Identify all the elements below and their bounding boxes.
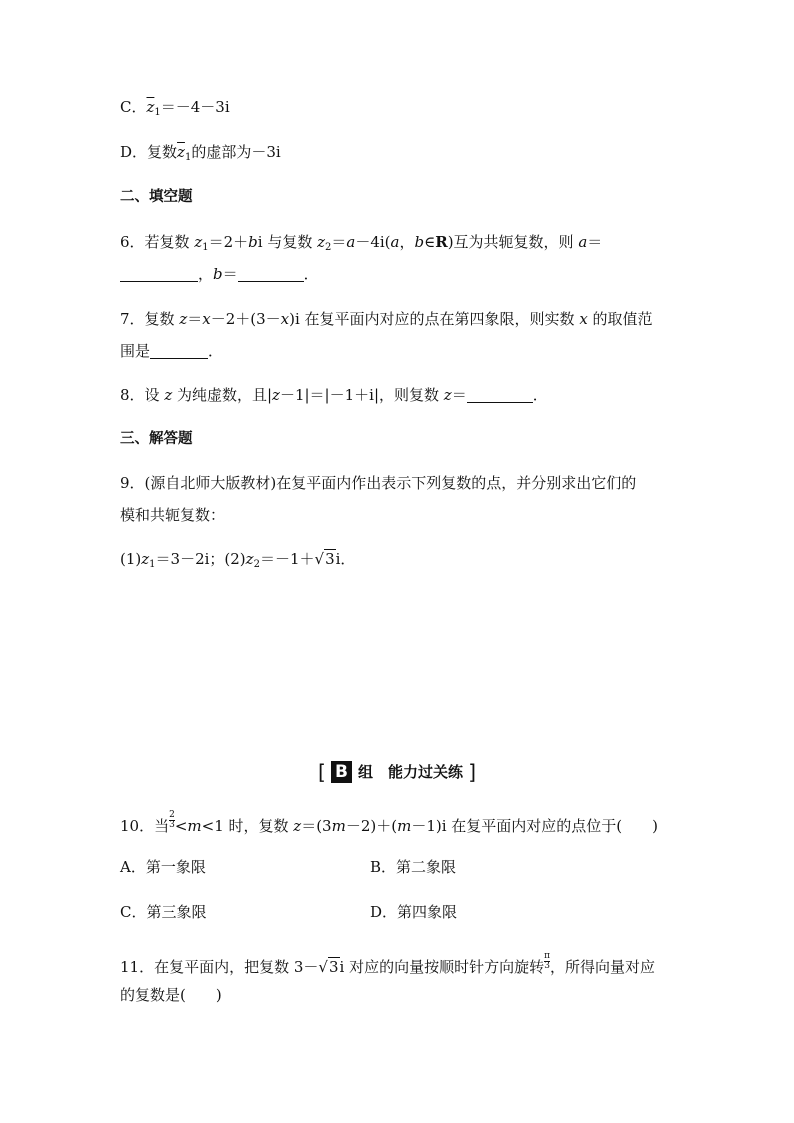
- option-c: C．$\overline{z}_1=-4-3i$: [120, 98, 230, 118]
- section-fill-in-heading: 二、填空题: [120, 189, 193, 205]
- question-7-line-1: 7．复数 z＝x－2＋(3－x)i 在复平面内对应的点在第四象限，则实数 x 的取值范: [120, 310, 653, 328]
- answer-blank-q7[interactable]: [150, 344, 208, 359]
- question-9-line-3: $(1)z_1=3-2i$；$(2)z_2=-1+√3i$．: [120, 550, 356, 570]
- question-6-line-2: ，b＝ ．: [120, 264, 319, 284]
- section-solution-heading: 三、解答题: [120, 431, 193, 447]
- question-11-line-1: 11．在复平面内，把复数 3－√3i 对应的向量按顺时针方向旋转 $\frac{\pi}{3}$ ，所得向量对应: [120, 951, 656, 976]
- question-10: 10．当 $\frac{2}{3}$ <m<1 时，复数 z＝(3m－2)＋(m－1)i 在复平面内对应的点位于( ): [120, 810, 658, 835]
- answer-blank-b[interactable]: [238, 267, 304, 282]
- option-a[interactable]: A．第一象限: [120, 858, 206, 876]
- question-9-line-2: 模和共轭复数：: [120, 506, 226, 524]
- option-b[interactable]: B．第二象限: [370, 858, 457, 876]
- option-d: D．复数$\overline{z}_1$的虚部为－3i: [120, 143, 281, 163]
- question-6-line-1: 6．若复数 $z_1=2+bi$ 与复数 $z_2=a-4i(a$，b∈R)互为共轭复数，则 a＝: [120, 233, 603, 253]
- question-8: 8．设 z 为纯虚数，且|z－1|＝|－1＋i|，则复数 z＝ ．: [120, 386, 548, 404]
- question-7-line-2: 围是 ．: [120, 342, 224, 360]
- option-d-q10[interactable]: D．第四象限: [370, 903, 458, 921]
- question-11-line-2: 的复数是( ): [120, 986, 222, 1004]
- answer-blank-a[interactable]: [120, 267, 198, 282]
- answer-blank-q8[interactable]: [467, 388, 533, 403]
- group-b-banner: [ B 组 能力过关练 ]: [317, 760, 477, 784]
- question-9-line-1: 9．(源自北师大版教材)在复平面内作出表示下列复数的点，并分别求出它们的: [120, 474, 637, 492]
- option-c-q10[interactable]: C．第三象限: [120, 903, 207, 921]
- group-b-badge: B: [331, 761, 352, 783]
